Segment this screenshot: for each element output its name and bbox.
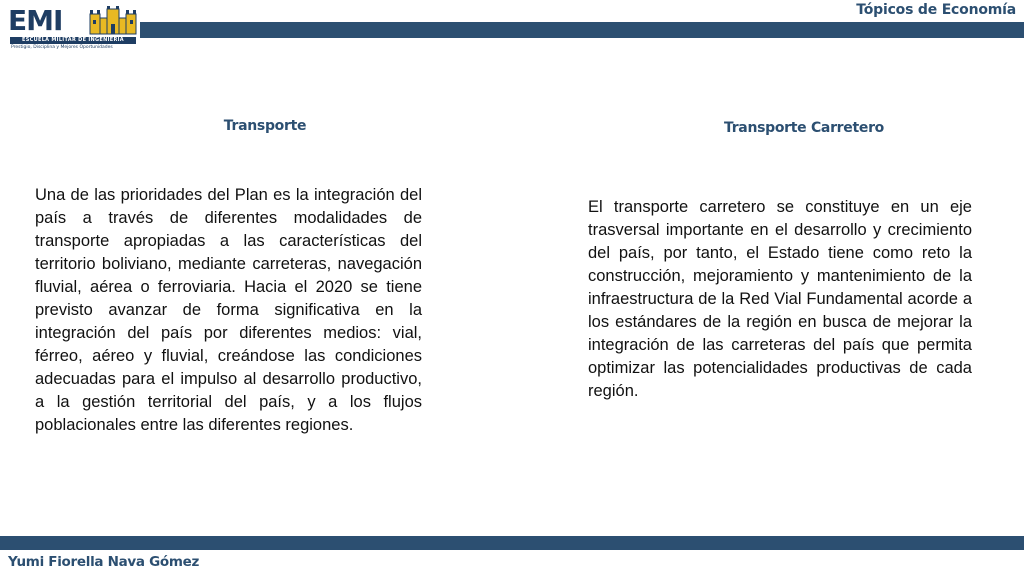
logo-motto: Prestigio, Disciplina y Mejores Oportunidades xyxy=(11,45,113,50)
header-bar xyxy=(140,22,1024,38)
header-title: Tópicos de Economía xyxy=(856,2,1016,18)
logo-band: ESCUELA MILITAR DE INGENIERIA xyxy=(10,37,136,44)
right-heading: Transporte Carretero xyxy=(723,120,884,136)
footer-bar xyxy=(0,536,1024,550)
castle-icon xyxy=(88,6,138,36)
right-body-text: El transporte carretero se constituye en un eje trasversal importante en el desarrollo y crecimiento del país, por tanto, el Estado tiene como reto la construcción, mejoramiento y mantenimiento de la infraestructura de la Red Vial Fundamental acorde a los estándares de la región en busca de mejorar la integración de las carreteras del país que permita optimizar las potencialidades productivas de cada región. xyxy=(588,198,972,400)
footer-author: Yumi Fiorella Nava Gómez xyxy=(8,554,200,570)
emi-logo xyxy=(8,4,138,50)
left-heading: Transporte xyxy=(223,118,307,134)
left-body-text: Una de las prioridades del Plan es la integración del país a través de diferentes modalidades de transporte apropiadas a las características del territorio boliviano, mediante carreteras, navegación fluvial, aérea o ferroviaria. Hacia el 2020 se tiene previsto avanzar de forma significativa en la integración del país por diferentes medios: vial, férreo, aéreo y fluvial, creándose las condiciones adecuadas para el impulso al desarrollo productivo, a la gestión territorial del país, y a los flujos poblacionales entre las diferentes regiones. xyxy=(35,186,422,434)
logo-acronym: EMI xyxy=(8,4,63,37)
